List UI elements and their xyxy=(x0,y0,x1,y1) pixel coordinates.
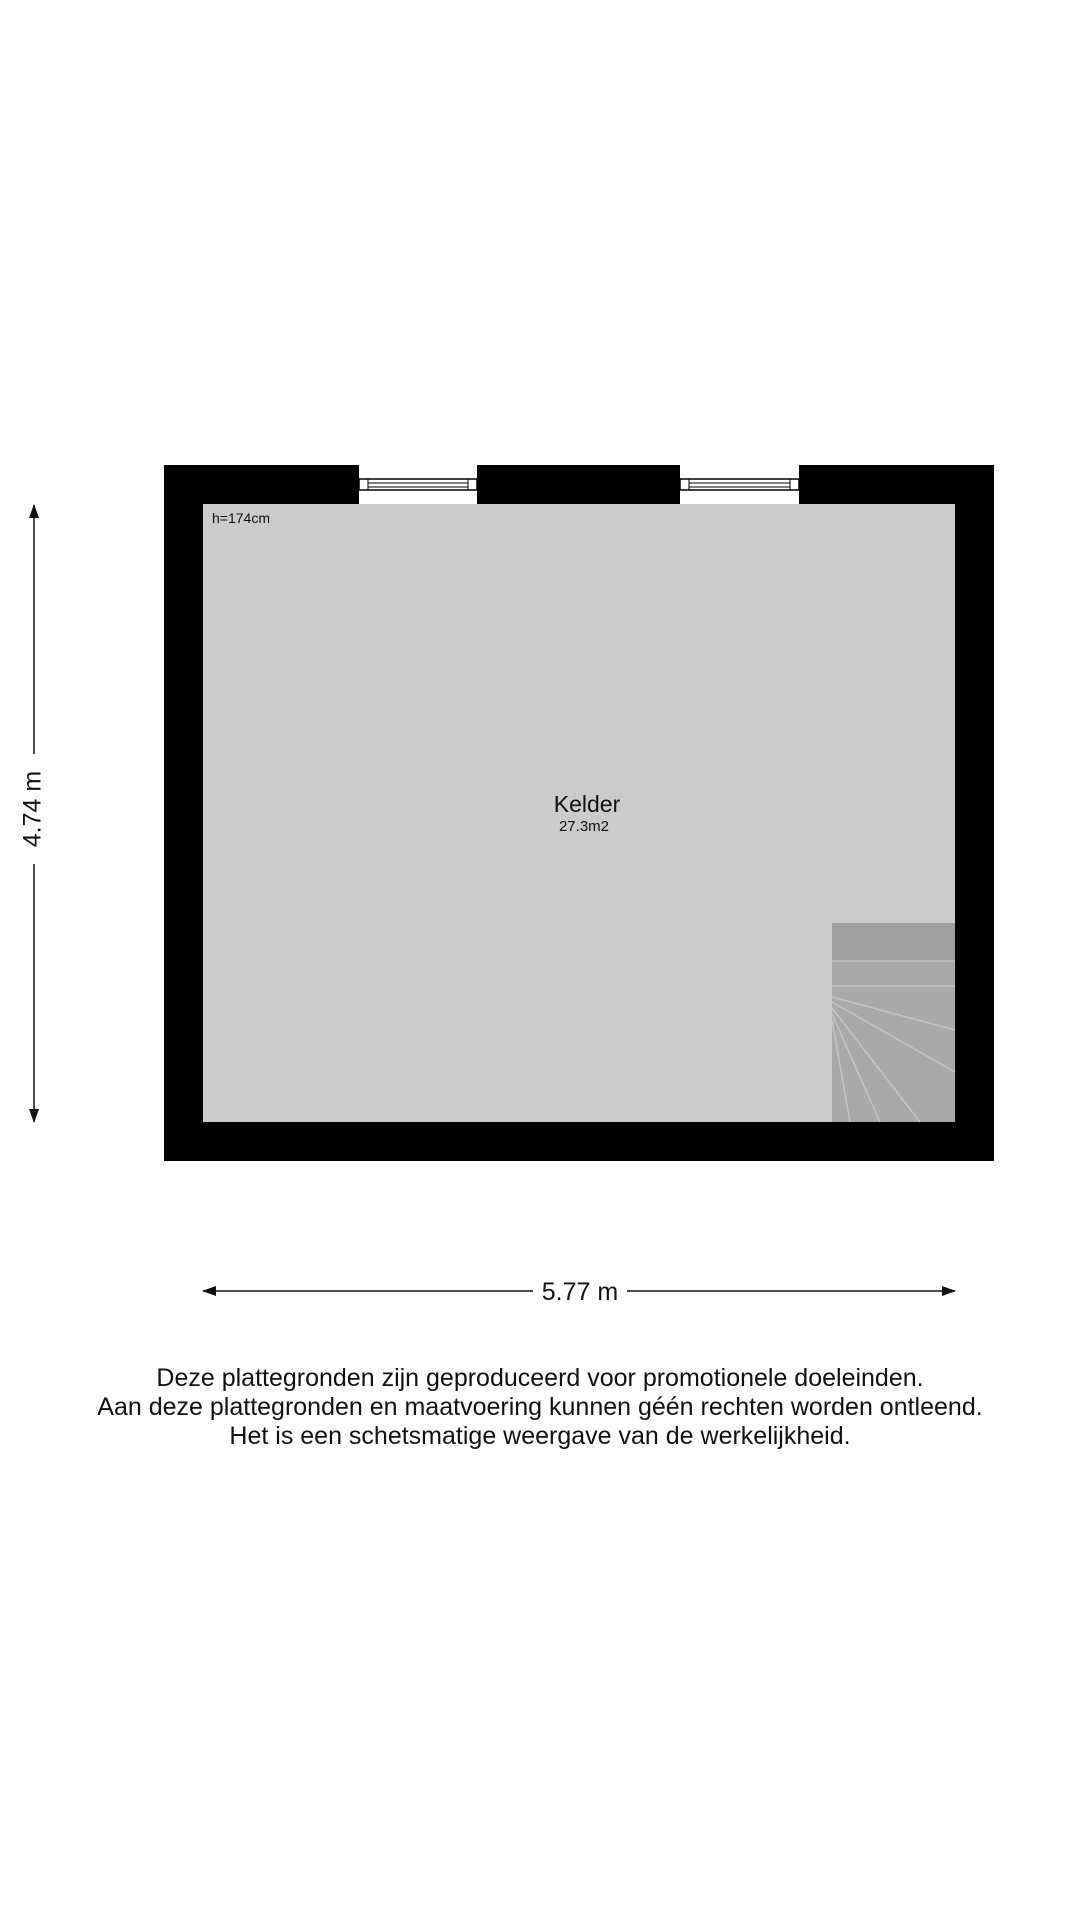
room-area: 27.3m2 xyxy=(558,818,610,835)
arrow-left-icon xyxy=(202,1286,216,1296)
ceiling-height-label: h=174cm xyxy=(212,510,270,526)
vertical-dimension-label: 4.74 m xyxy=(18,770,47,848)
horizontal-dimension-label: 5.77 m xyxy=(541,1278,619,1306)
window-left xyxy=(359,465,477,504)
disclaimer-line: Aan deze plattegronden en maatvoering kunnen géén rechten worden ontleend. xyxy=(97,1393,983,1421)
disclaimer-line: Deze plattegronden zijn geproduceerd voor promotionele doeleinden. xyxy=(156,1364,924,1392)
disclaimer-line: Het is een schetsmatige weergave van de werkelijkheid. xyxy=(229,1422,851,1450)
arrow-down-icon xyxy=(29,1109,39,1123)
arrow-up-icon xyxy=(29,504,39,518)
vertical-dimension xyxy=(19,504,47,1123)
room-name: Kelder xyxy=(553,791,621,817)
staircase xyxy=(832,923,955,1122)
disclaimer xyxy=(0,1364,1080,1451)
arrow-right-icon xyxy=(942,1286,956,1296)
window-right xyxy=(680,465,799,504)
horizontal-dimension xyxy=(202,1278,956,1306)
